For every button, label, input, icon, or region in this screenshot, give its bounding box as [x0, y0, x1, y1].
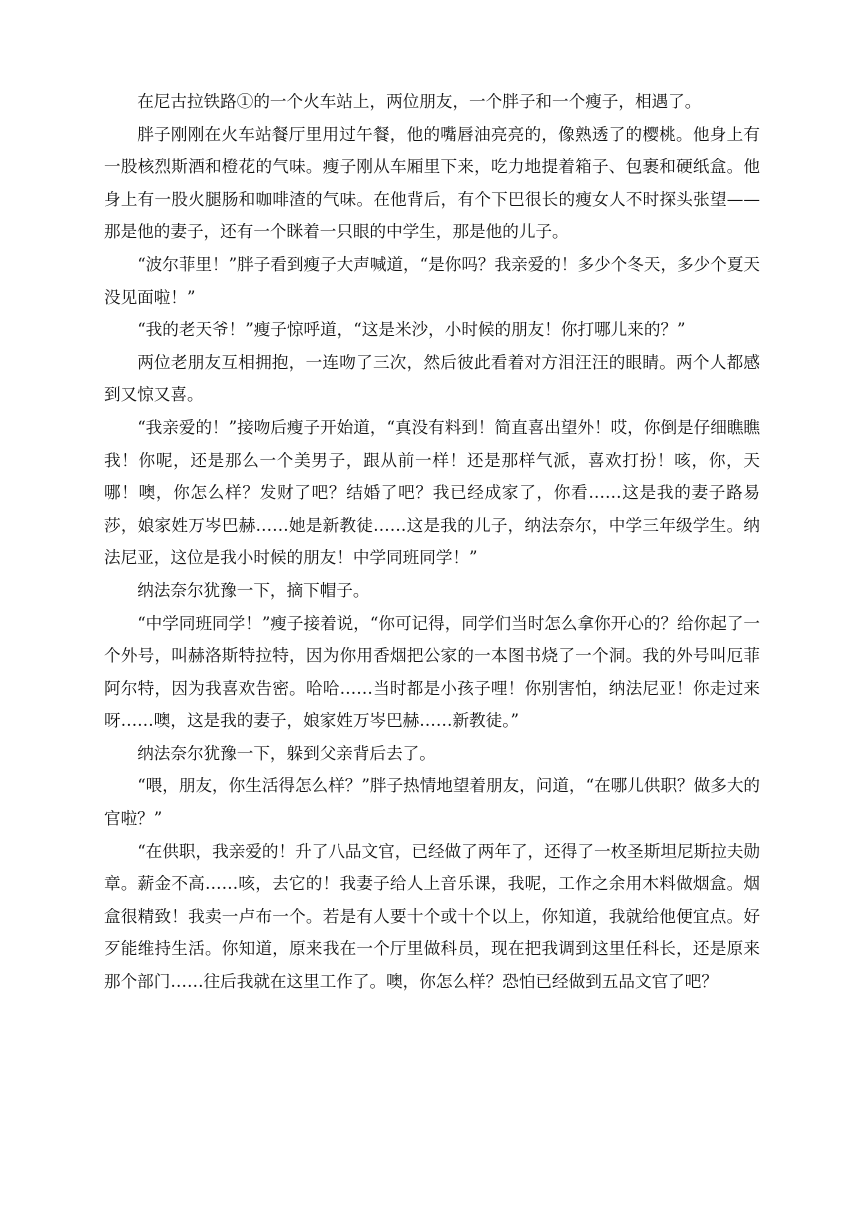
paragraph-10: “喂，朋友，你生活得怎么样？”胖子热情地望着朋友，问道，“在哪儿供职？做多大的官啦？”	[104, 776, 761, 829]
paragraph-3: “波尔菲里！”胖子看到瘦子大声喊道，“是你吗？我亲爱的！多少个冬天，多少个夏天没见面啦！”	[104, 254, 761, 307]
paragraph-5: 两位老朋友互相拥抱，一连吻了三次，然后彼此看着对方泪汪汪的眼睛。两个人都感到又惊又喜。	[104, 352, 760, 405]
document-body	[104, 86, 760, 999]
paragraph-7: 纳法奈尔犹豫一下，摘下帽子。	[137, 580, 370, 600]
paragraph-1: 在尼古拉铁路①的一个火车站上，两位朋友，一个胖子和一个瘦子，相遇了。	[137, 92, 702, 111]
paragraph-11: “在供职，我亲爱的！升了八品文官，已经做了两年了，还得了一枚圣斯坦尼斯拉夫勋章。薪金不高……咳，去它的！我妻子给人上音乐课，我呢，工作之余用木料做烟盒。烟盒很精致！我卖一卢布一个。若是有人要十个或十个以上，你知道，我就给他便宜点。好歹能维持生活。你知道，原来我在一个厅里做科员，现在把我调到这里任科长，还是原来那个部门……往后我就在这里工作了。噢，你怎么样？恐怕已经做到五品文官了吧？	[104, 841, 760, 992]
paragraph-8: “中学同班同学！”瘦子接着说，“你可记得，同学们当时怎么拿你开心的？给你起了一个外号，叫赫洛斯特拉特，因为你用香烟把公家的一本图书烧了一个洞。我的外号叫厄菲阿尔特，因为我喜欢告密。哈哈……当时都是小孩子哩！你别害怕，纳法尼亚！你走过来呀……噢，这是我的妻子，娘家姓万岑巴赫……新教徒。”	[104, 613, 761, 731]
paragraph-2: 胖子刚刚在火车站餐厅里用过午餐，他的嘴唇油亮亮的，像熟透了的樱桃。他身上有一股核烈斯酒和橙花的气味。瘦子刚从车厢里下来，吃力地提着箱子、包裹和硬纸盒。他身上有一股火腿肠和咖啡渣的气味。在他背后，有个下巴很长的瘦女人不时探头张望——那是他的妻子，还有一个眯着一只眼的中学生，那是他的儿子。	[104, 124, 760, 242]
paragraph-9: 纳法奈尔犹豫一下，躲到父亲背后去了。	[137, 743, 436, 763]
paragraph-4: “我的老天爷！”瘦子惊呼道，“这是米沙，小时候的朋友！你打哪儿来的？”	[137, 320, 686, 340]
paragraph-6: “我亲爱的！”接吻后瘦子开始道，“真没有料到！简直喜出望外！哎，你倒是仔细瞧瞧我！你呢，还是那么一个美男子，跟从前一样！还是那样气派，喜欢打扮！咳，你，天哪！噢，你怎么样？发财了吧？结婚了吧？我已经成家了，你看……这是我的妻子路易莎，娘家姓万岑巴赫……她是新教徒……这是我的儿子，纳法奈尔，中学三年级学生。纳法尼亚，这位是我小时候的朋友！中学同班同学！”	[104, 417, 761, 568]
